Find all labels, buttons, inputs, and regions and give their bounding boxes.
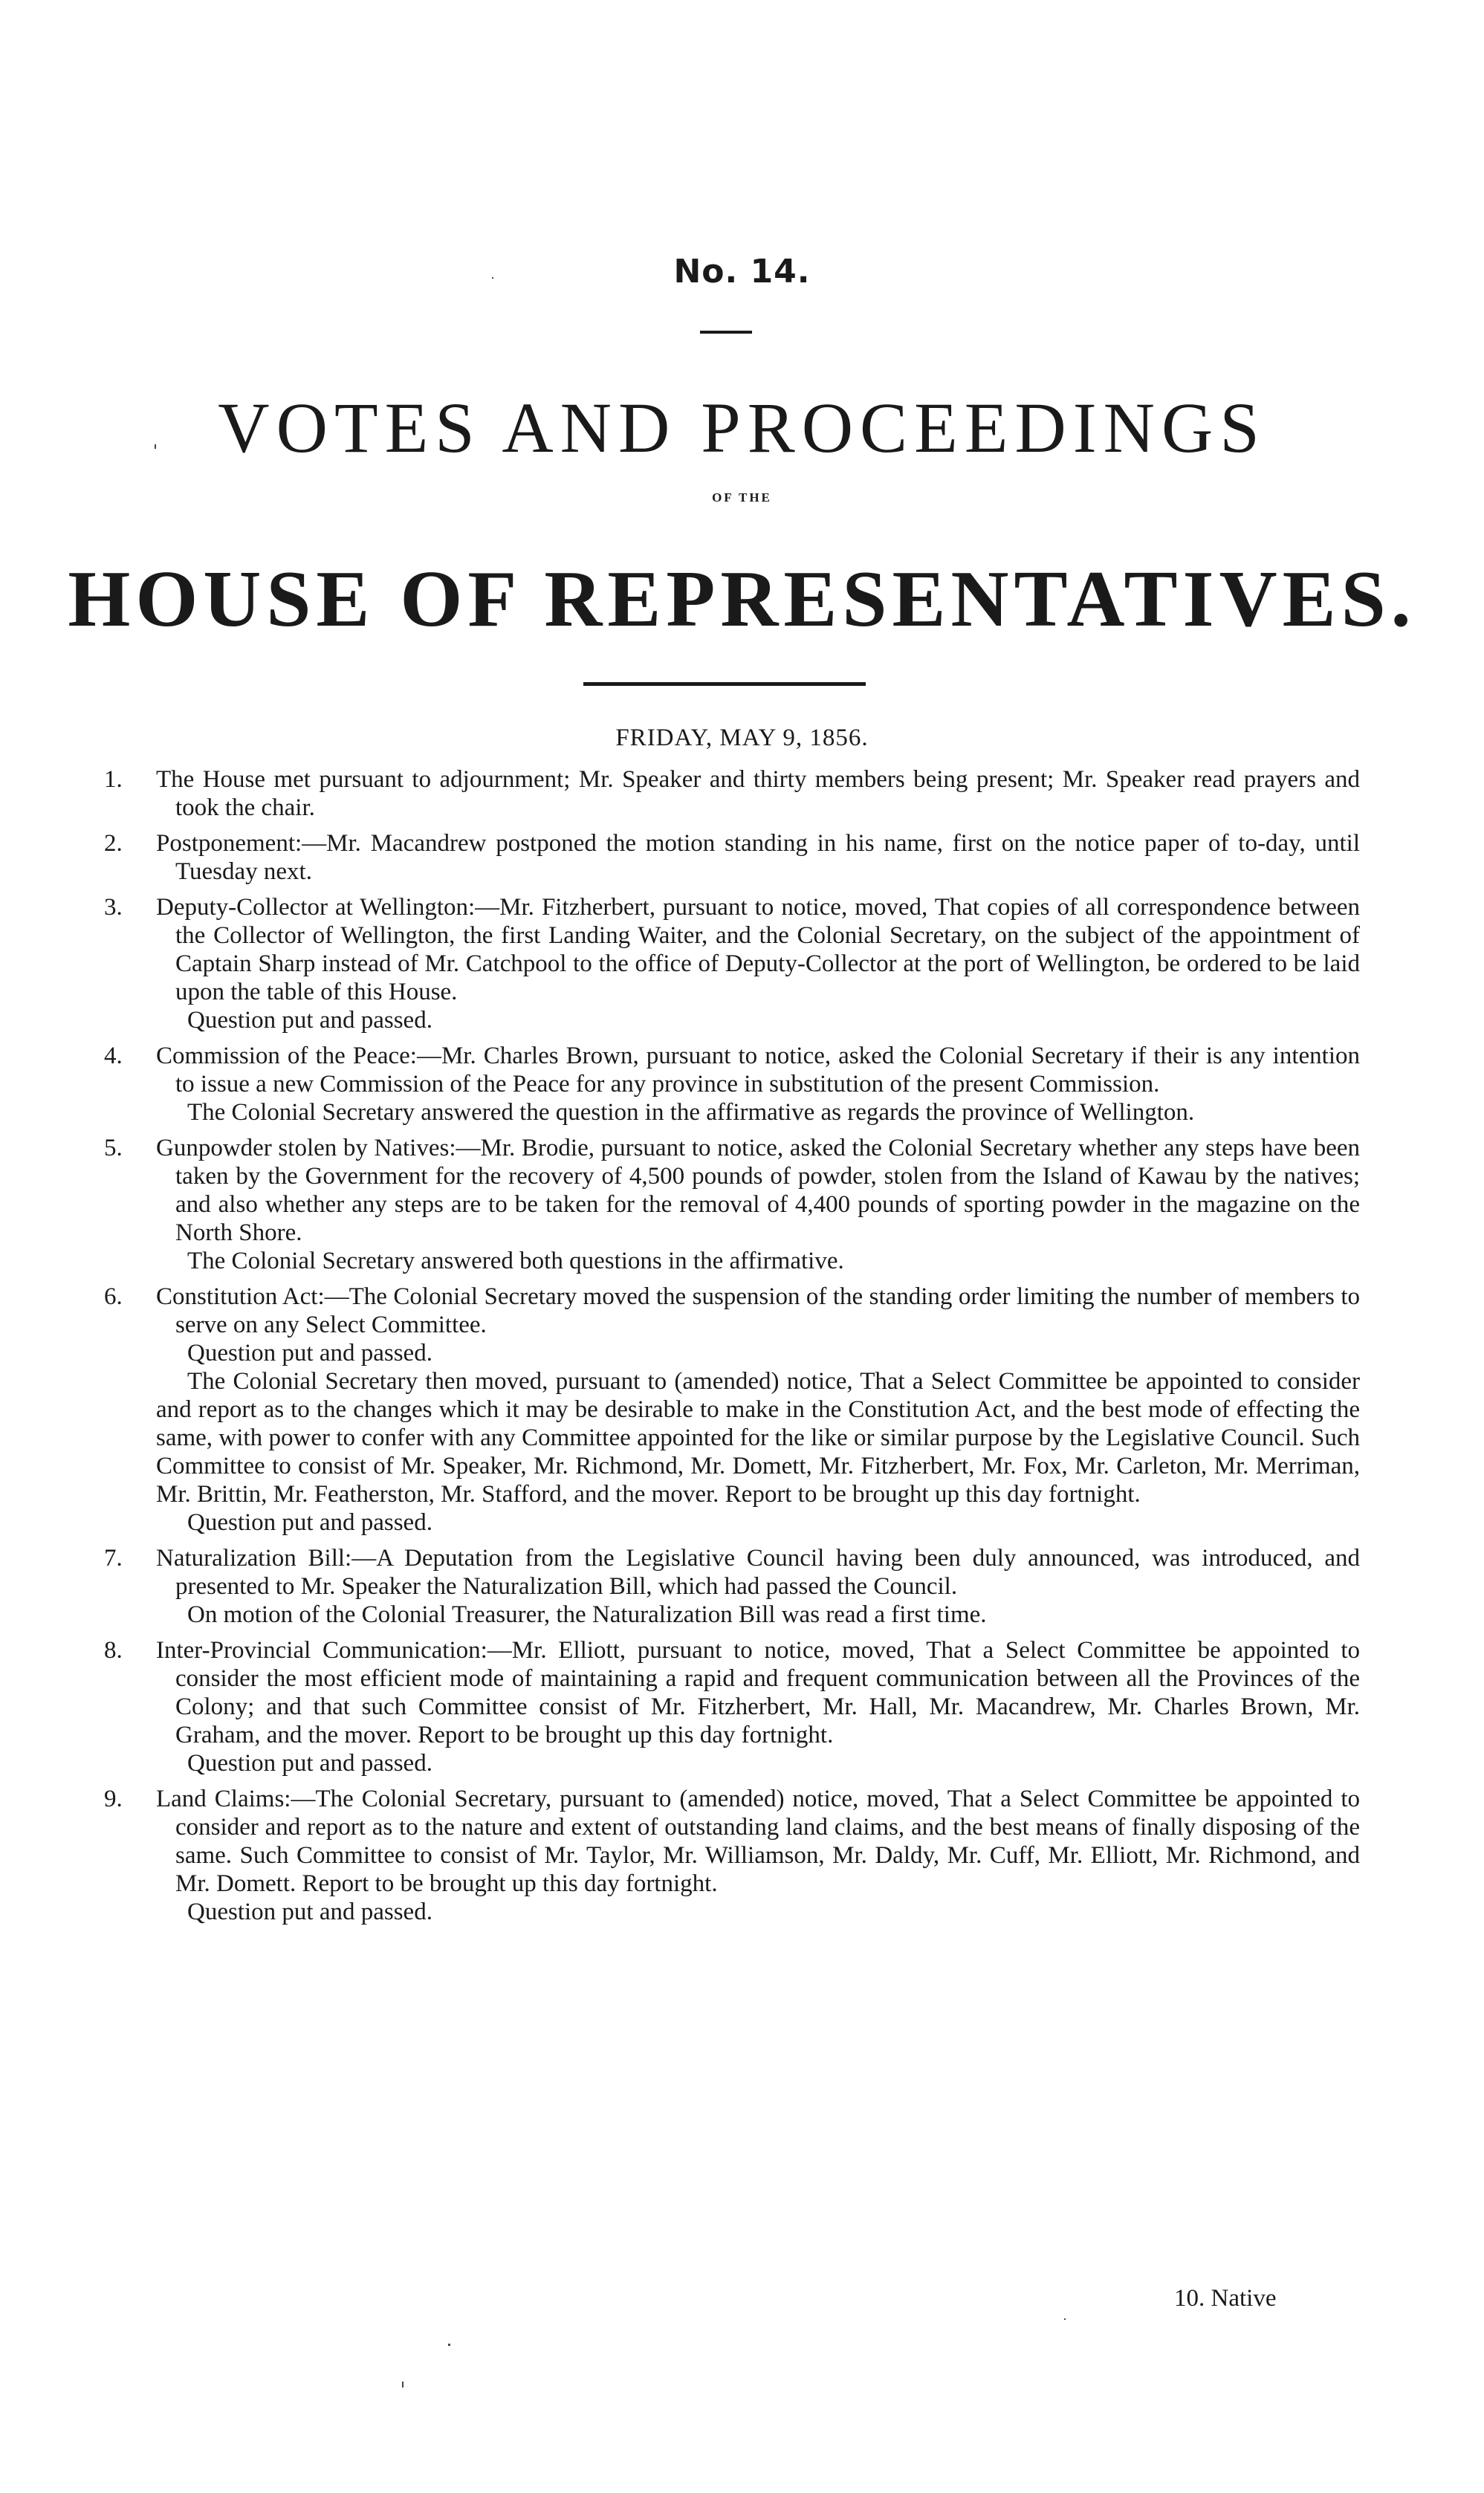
item-number: 1. — [104, 766, 123, 793]
item-number: 8. — [104, 1637, 123, 1664]
item-text: The Colonial Secretary answered both questions in the affirmative. — [187, 1248, 844, 1274]
print-speck — [402, 2382, 404, 2387]
item-text: The Colonial Secretary answered the question in the affirmative as regards the province of Wellington. — [187, 1099, 1195, 1126]
proceedings-list — [104, 765, 1360, 1933]
item-text: Gunpowder stolen by Natives:—Mr. Brodie, pursuant to notice, asked the Colonial Secretary whether any steps have been taken by the Government for the recovery of 4,500 pounds of powder, stolen from the Island of Kawau by the natives; and also whether any steps are to be taken for the removal of 4,400 pounds of sporting powder in the magazine on the North Shore. — [156, 1135, 1360, 1246]
long-rule — [583, 682, 866, 686]
item-number: 7. — [104, 1545, 123, 1572]
item-text: Land Claims:—The Colonial Secretary, pursuant to (amended) notice, moved, That a Select Committee be appointed to consider and report as to the nature and extent of outstanding land claims, and the best means of finally disposing of the same. Such Committee to consist of Mr. Taylor, Mr. Williamson, Mr. Daldy, Mr. Cuff, Mr. Elliott, Mr. Richmond, and Mr. Domett. Report to be brought up this day fortnight. — [156, 1786, 1360, 1897]
print-speck — [492, 277, 493, 279]
proceeding-item — [104, 765, 1360, 822]
print-speck — [1064, 2318, 1066, 2320]
item-text: Question put and passed. — [187, 1340, 432, 1367]
proceeding-item — [104, 1283, 1360, 1537]
item-number: 2. — [104, 830, 123, 857]
session-date: FRIDAY, MAY 9, 1856. — [615, 724, 869, 751]
proceeding-item — [104, 1042, 1360, 1126]
item-text: Commission of the Peace:—Mr. Charles Brown, pursuant to notice, asked the Colonial Secretary if their is any intention to issue a new Commission of the Peace for any province in substitution of the present Commission. — [156, 1043, 1360, 1098]
item-text: Inter-Provincial Communication:—Mr. Elliott, pursuant to notice, moved, That a Select Committee be appointed to consider the most efficient mode of maintaining a rapid and frequent communication between all the Provinces of the Colony; and that such Committee consist of Mr. Fitzherbert, Mr. Hall, Mr. Macandrew, Mr. Charles Brown, Mr. Graham, and the mover. Report to be brought up this day fortnight. — [156, 1637, 1360, 1748]
item-number: 4. — [104, 1043, 123, 1069]
title-of-the: OF THE — [712, 490, 772, 505]
item-text: Question put and passed. — [187, 1750, 432, 1777]
item-text: Naturalization Bill:—A Deputation from the Legislative Council having been duly announced, was introduced, and presented to Mr. Speaker the Naturalization Bill, which had passed the Council. — [156, 1545, 1360, 1600]
item-text: Question put and passed. — [187, 1509, 432, 1536]
item-text: Deputy-Collector at Wellington:—Mr. Fitzherbert, pursuant to notice, moved, That copies of all correspondence between the Collector of Wellington, the first Landing Waiter, and the Colonial Secretary, on the subject of the appointment of Captain Sharp instead of Mr. Catchpool to the office of Deputy-Collector at the port of Wellington, be ordered to be laid upon the table of this House. — [156, 894, 1360, 1005]
item-number: 3. — [104, 894, 123, 921]
print-speck — [448, 2344, 450, 2346]
proceeding-item — [104, 1636, 1360, 1777]
item-text: The House met pursuant to adjournment; Mr. Speaker and thirty members being present; Mr. Speaker read prayers and took the chair. — [156, 766, 1360, 821]
proceeding-item — [104, 829, 1360, 886]
item-text: Constitution Act:—The Colonial Secretary moved the suspension of the standing order limiting the number of members to serve on any Select Committee. — [156, 1283, 1360, 1338]
item-text: Postponement:—Mr. Macandrew postponed the motion standing in his name, first on the notice paper of to-day, until Tuesday next. — [156, 830, 1360, 885]
item-number: 5. — [104, 1135, 123, 1161]
item-text: The Colonial Secretary then moved, pursuant to (amended) notice, That a Select Committee be appointed to consider and report as to the changes which it may be desirable to make in the Constitution Act, and the best mode of effecting the same, with power to confer with any Committee appointed for the like or similar purpose by the Legislative Council. Such Committee to consist of Mr. Speaker, Mr. Richmond, Mr. Domett, Mr. Fitzherbert, Mr. Fox, Mr. Carleton, Mr. Merriman, Mr. Brittin, Mr. Featherston, Mr. Stafford, and the mover. Report to be brought up this day fortnight. — [156, 1368, 1360, 1508]
proceeding-item — [104, 1134, 1360, 1275]
item-number: 9. — [104, 1786, 123, 1812]
proceeding-item — [104, 893, 1360, 1034]
paper-number: No. 14. — [673, 253, 811, 291]
print-speck — [155, 444, 156, 449]
item-text: On motion of the Colonial Treasurer, the Naturalization Bill was read a first time. — [187, 1601, 987, 1628]
item-text: Question put and passed. — [187, 1899, 432, 1925]
item-number: 6. — [104, 1283, 123, 1310]
short-rule — [700, 331, 752, 334]
title-votes-and-proceedings: VOTES AND PROCEEDINGS — [218, 388, 1266, 467]
proceeding-item — [104, 1785, 1360, 1926]
item-text: Question put and passed. — [187, 1007, 432, 1034]
proceeding-item — [104, 1544, 1360, 1629]
catchword: 10. Native — [1174, 2285, 1277, 2312]
title-house-of-representatives: HOUSE OF REPRESENTATIVES. — [68, 555, 1416, 643]
